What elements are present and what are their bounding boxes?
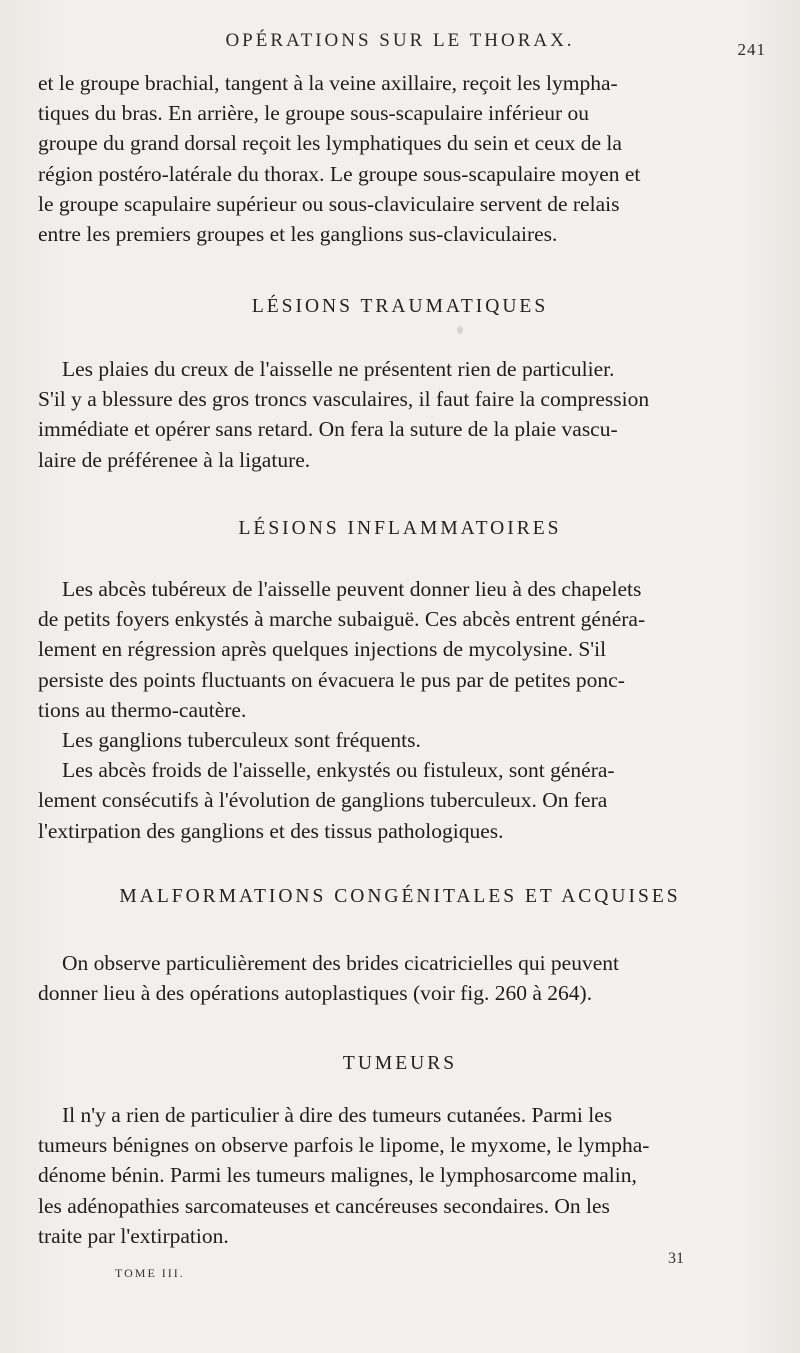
- text-line: groupe du grand dorsal reçoit les lymphatiques du sein et ceux de la: [38, 131, 622, 156]
- text-line: de petits foyers enkystés à marche subaiguë. Ces abcès entrent généra-: [38, 607, 646, 632]
- section-lesions-traumatiques-text: [38, 354, 762, 475]
- volume-label: TOME III.: [115, 1266, 185, 1280]
- text-line: dénome bénin. Parmi les tumeurs malignes, le lymphosarcome malin,: [38, 1163, 637, 1188]
- signature-mark: 31: [668, 1250, 684, 1267]
- text-line: immédiate et opérer sans retard. On fera la suture de la plaie vascu-: [38, 417, 618, 442]
- text-line: lement consécutifs à l'évolution de ganglions tuberculeux. On fera: [38, 788, 608, 813]
- text-line: les adénopathies sarcomateuses et cancéreuses secondaires. On les: [38, 1193, 610, 1218]
- running-title: OPÉRATIONS SUR LE THORAX.: [225, 30, 575, 51]
- text-line: l'extirpation des ganglions et des tissus pathologiques.: [38, 818, 504, 843]
- text-line: tions au thermo-cautère.: [38, 697, 247, 722]
- text-line: Les plaies du creux de l'aisselle ne présentent rien de particulier.: [62, 357, 615, 381]
- section-lesions-inflammatoires-text: [38, 574, 762, 846]
- text-line: Il n'y a rien de particulier à dire des tumeurs cutanées. Parmi les: [62, 1103, 613, 1127]
- section-title-malformations: MALFORMATIONS CONGÉNITALES ET ACQUISES: [119, 886, 681, 907]
- text-line: traite par l'extirpation.: [38, 1223, 229, 1248]
- section-title-lesions-inflammatoires: LÉSIONS INFLAMMATOIRES: [238, 518, 562, 539]
- text-line: laire de préférenee à la ligature.: [38, 447, 311, 472]
- text-line: et le groupe brachial, tangent à la veine axillaire, reçoit les lympha-: [38, 71, 618, 95]
- text-line: entre les premiers groupes et les ganglions sus-claviculaires.: [38, 222, 558, 247]
- section-title-lesions-traumatiques: LÉSIONS TRAUMATIQUES: [251, 296, 549, 317]
- section-title-tumeurs: TUMEURS: [342, 1053, 458, 1074]
- text-line: Les abcès tubéreux de l'aisselle peuvent donner lieu à des chapelets: [62, 577, 642, 601]
- intro-paragraph: [38, 68, 762, 249]
- text-line: région postéro-latérale du thorax. Le groupe sous-scapulaire moyen et: [38, 161, 641, 186]
- text-line: tumeurs bénignes on observe parfois le lipome, le myxome, le lympha-: [38, 1133, 650, 1158]
- page-number: 241: [737, 40, 766, 59]
- text-line: persiste des points fluctuants on évacuera le pus par de petites ponc-: [38, 667, 625, 692]
- section-malformations-text: [38, 948, 762, 1008]
- text-line: On observe particulièrement des brides cicatricielles qui peuvent: [62, 951, 619, 975]
- text-line: lement en régression après quelques injections de mycolysine. S'il: [38, 637, 607, 662]
- text-line: Les ganglions tuberculeux sont fréquents.: [62, 728, 421, 753]
- text-line: donner lieu à des opérations autoplastiques (voir fig. 260 à 264).: [38, 981, 593, 1006]
- text-line: Les abcès froids de l'aisselle, enkystés ou fistuleux, sont généra-: [62, 758, 615, 783]
- text-line: tiques du bras. En arrière, le groupe sous-scapulaire inférieur ou: [38, 101, 590, 126]
- text-line: S'il y a blessure des gros troncs vasculaires, il faut faire la compression: [38, 387, 650, 412]
- section-tumeurs-text: [38, 1100, 762, 1251]
- print-speck: [457, 326, 463, 334]
- text-line: le groupe scapulaire supérieur ou sous-claviculaire servent de relais: [38, 191, 620, 216]
